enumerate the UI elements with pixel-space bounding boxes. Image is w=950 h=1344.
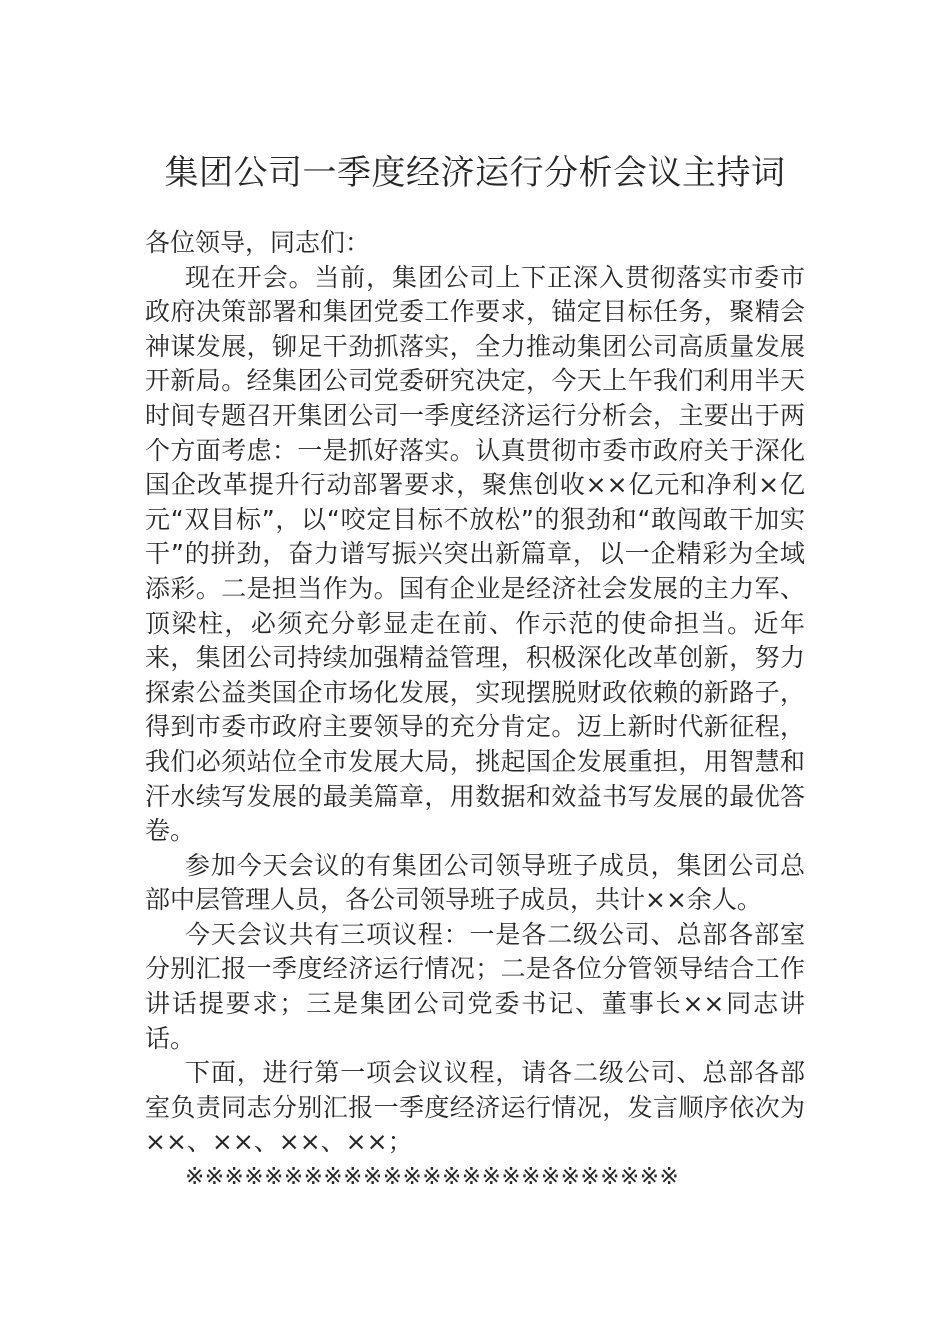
- document-body: [145, 226, 805, 1195]
- salutation: 各位领导，同志们：: [145, 228, 371, 257]
- separator-line: ※※※※※※※※※※※※※※※※※※※※※※※※※: [185, 1164, 680, 1191]
- paragraph-first-item: 下面，进行第一项会议议程，请各二级公司、总部各部室负责同志分别汇报一季度经济运行情况，发言顺序依次为××、××、××、××；: [145, 1058, 805, 1157]
- paragraph-agenda: 今天会议共有三项议程：一是各二级公司、总部各部室分别汇报一季度经济运行情况；二是各位分管领导结合工作讲话提要求；三是集团公司党委书记、董事长××同志讲话。: [145, 919, 805, 1053]
- paragraph-opening: 现在开会。当前，集团公司上下正深入贯彻落实市委市政府决策部署和集团党委工作要求，锚定目标任务，聚精会神谋发展，铆足干劲抓落实，全力推动集团公司高质量发展开新局。经集团公司党委研究决定，今天上午我们利用半天时间专题召开集团公司一季度经济运行分析会，主要出于两个方面考虑：一是抓好落实。认真贯彻市委市政府关于深化国企改革提升行动部署要求，聚焦创收××亿元和净利×亿元“双目标”，以“咬定目标不放松”的狠劲和“敢闯敢干加实干”的拼劲，奋力谱写振兴突出新篇章，以一企精彩为全域添彩。二是担当作为。国有企业是经济社会发展的主力军、顶梁柱，必须充分彰显走在前、作示范的使命担当。近年来，集团公司持续加强精益管理，积极深化改革创新，努力探索公益类国企市场化发展，实现摆脱财政依赖的新路子，得到市委市政府主要领导的充分肯定。迈上新时代新征程，我们必须站位全市发展大局，挑起国企发展重担，用智慧和汗水续写发展的最美篇章，用数据和效益书写发展的最优答卷。: [145, 262, 805, 846]
- paragraph-attendees: 参加今天会议的有集团公司领导班子成员，集团公司总部中层管理人员，各公司领导班子成员，共计××余人。: [145, 850, 805, 915]
- document-title: 集团公司一季度经济运行分析会议主持词: [164, 153, 786, 193]
